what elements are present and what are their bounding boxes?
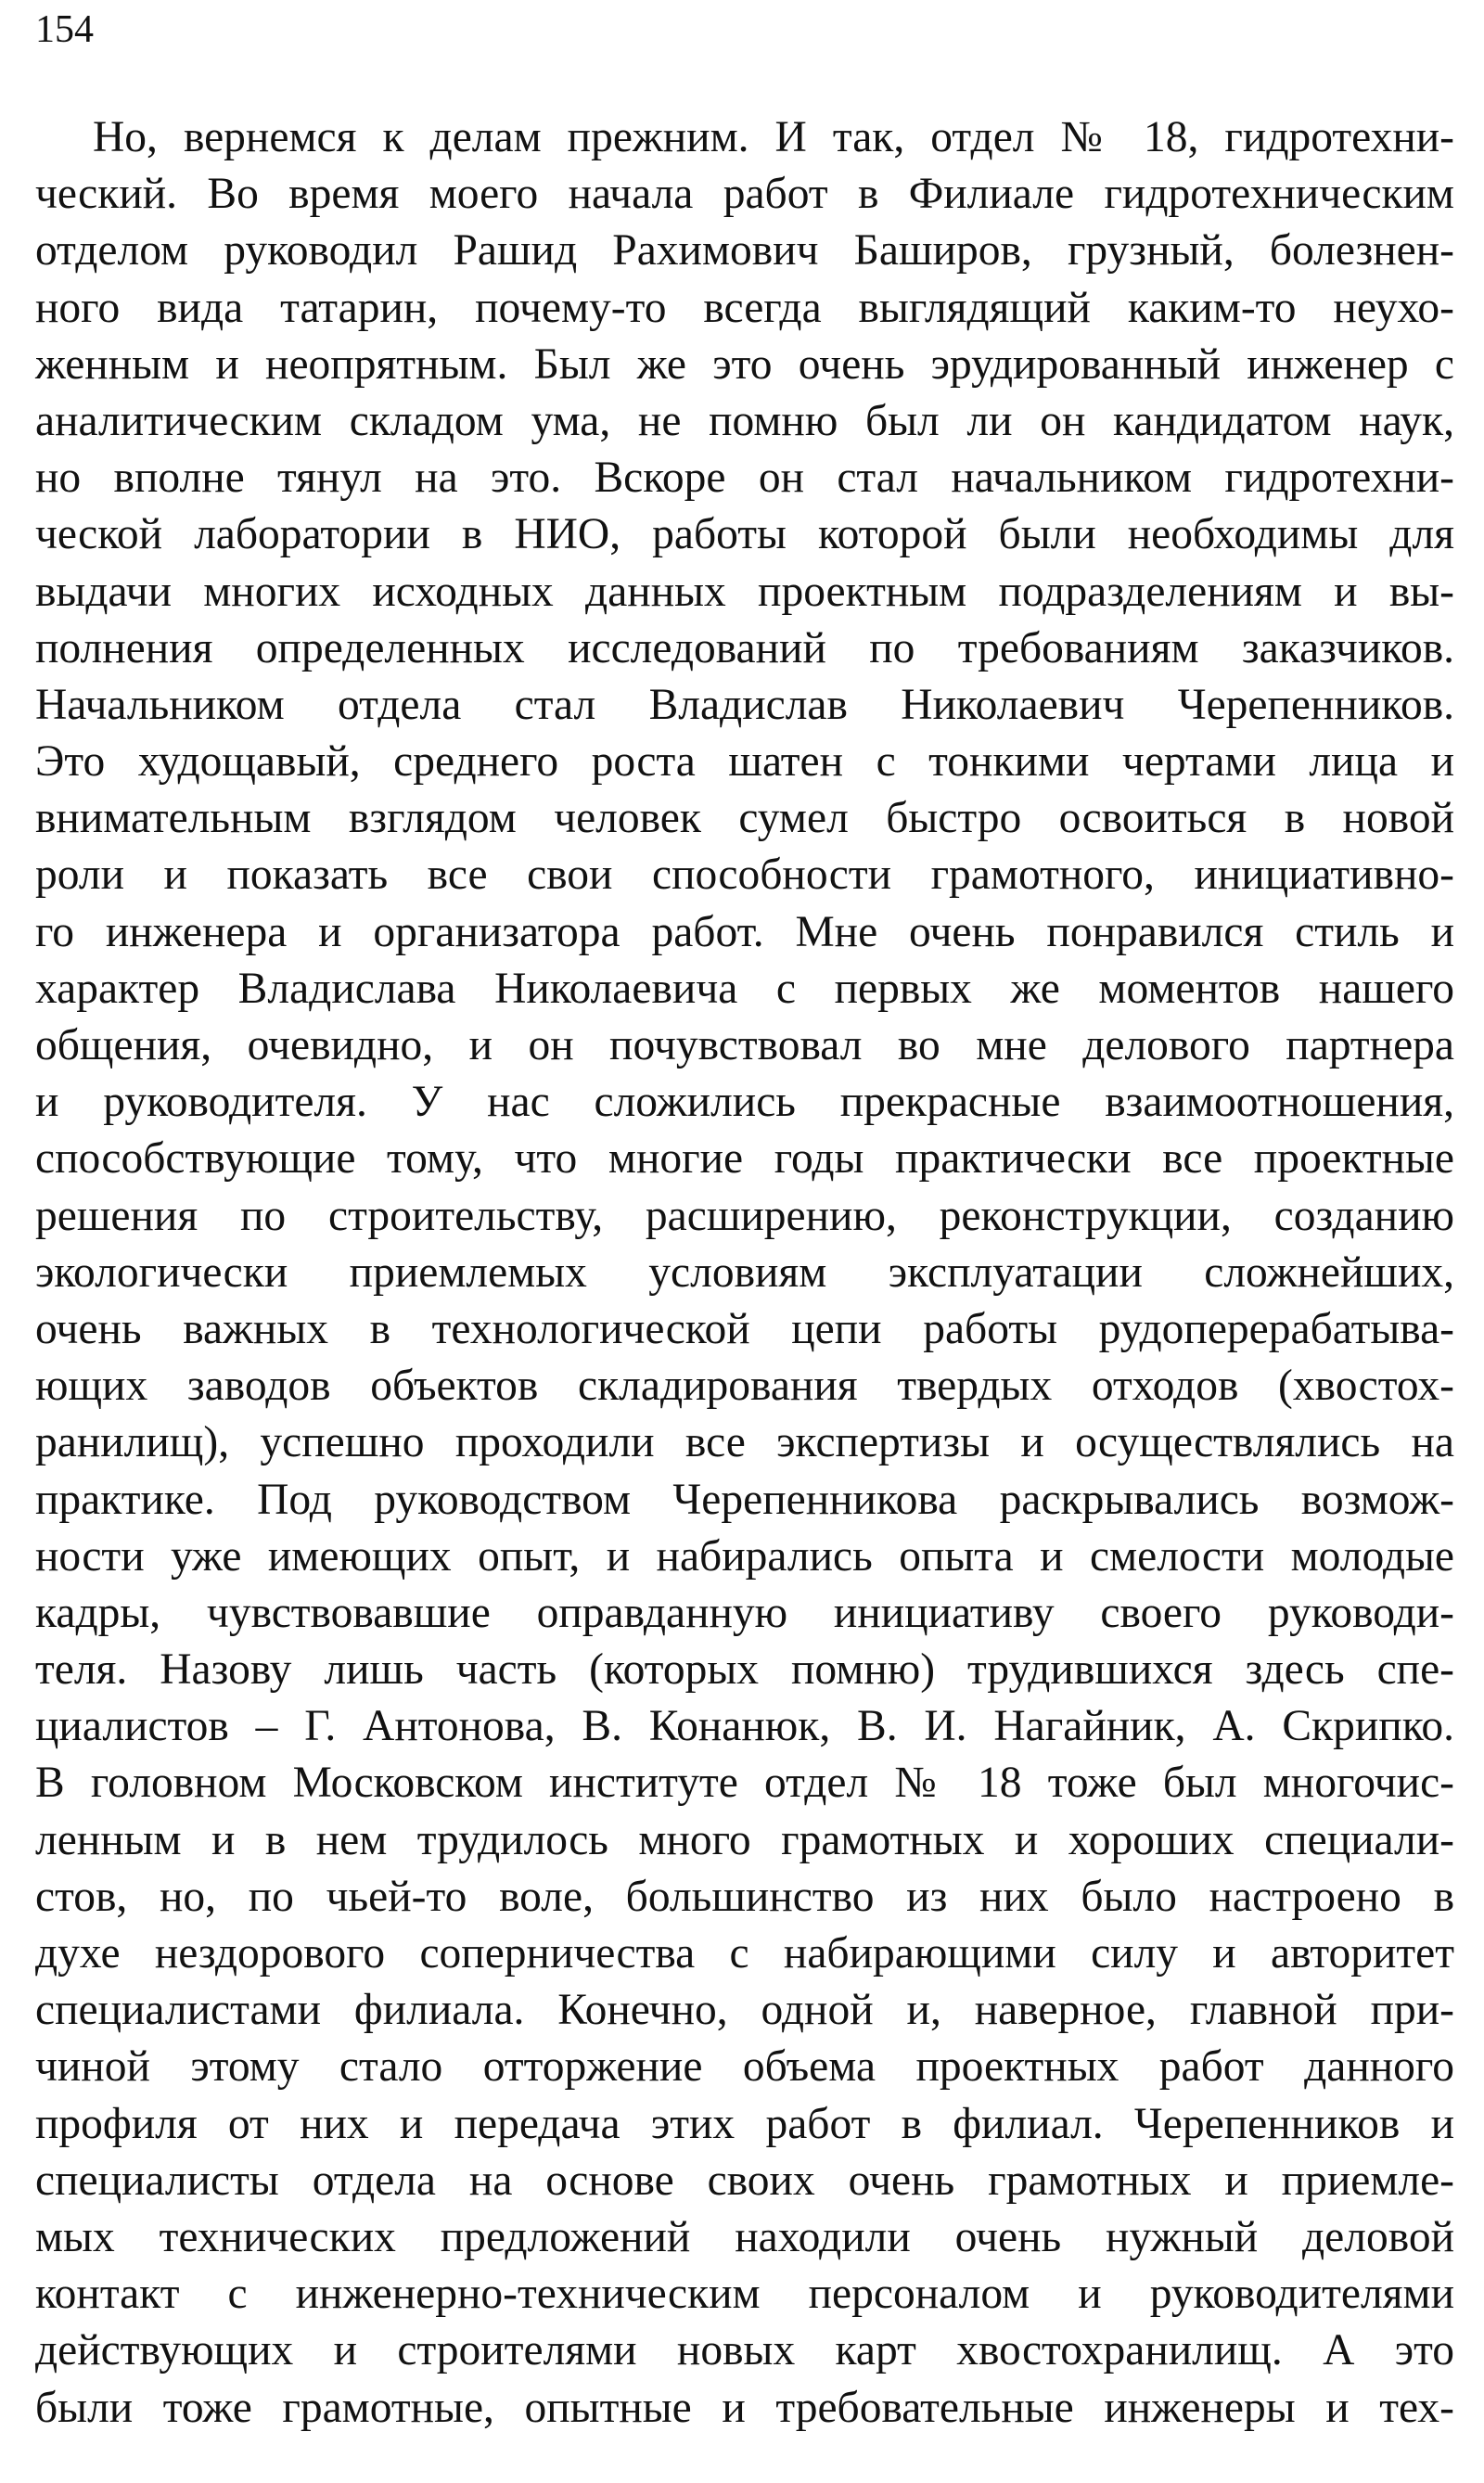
text-line: способствующие тому, что многие годы практически все проектные — [35, 1134, 1454, 1184]
text-line: были тоже грамотные, опытные и требовательные инженеры и тех- — [35, 2383, 1454, 2432]
text-line: роли и показать все свои способности грамотного, инициативно- — [35, 851, 1454, 900]
text-line: экологически приемлемых условиям эксплуатации сложнейших, — [35, 1248, 1454, 1297]
text-line: теля. Назову лишь часть (которых помню) трудившихся здесь спе- — [35, 1645, 1454, 1695]
text-line: женным и неопрятным. Был же это очень эрудированный инженер с — [35, 339, 1454, 389]
text-line: В головном Московском институте отдел № 18 тоже был многочис- — [35, 1759, 1454, 1808]
text-line: ленным и в нем трудилось много грамотных и хороших специали- — [35, 1815, 1454, 1864]
text-line: кадры, чувствовавшие оправданную инициативу своего руководи- — [35, 1588, 1454, 1637]
text-line: практике. Под руководством Черепенникова раскрывались возмож- — [35, 1475, 1454, 1524]
text-line: ческой лаборатории в НИО, работы которой были необходимы для — [35, 510, 1454, 559]
text-line: стов, но, по чьей-то воле, большинство из них было настроено в — [35, 1872, 1454, 1921]
text-line: действующих и строителями новых карт хвостохранилищ. А это — [35, 2326, 1454, 2375]
body-paragraph — [35, 109, 1454, 2437]
text-line: циалистов – Г. Антонова, В. Конанюк, В. И. Нагайник, А. Скрипко. — [35, 1702, 1454, 1751]
text-line: отделом руководил Рашид Рахимович Баширов, грузный, болезнен- — [35, 226, 1454, 275]
text-line: духе нездорового соперничества с набирающими силу и авторитет — [35, 1929, 1454, 1977]
text-line: го инженера и организатора работ. Мне очень понравился стиль и — [35, 907, 1454, 956]
text-line: очень важных в технологической цепи работы рудоперерабатыва- — [35, 1304, 1454, 1353]
text-line: аналитическим складом ума, не помню был ли он кандидатом наук, — [35, 396, 1454, 445]
text-line: и руководителя. У нас сложились прекрасные взаимоотношения, — [35, 1078, 1454, 1127]
text-line: решения по строительству, расширению, реконструкции, созданию — [35, 1191, 1454, 1240]
text-line: ного вида татарин, почему-то всегда выглядящий каким-то неухо- — [35, 283, 1454, 332]
text-line: специалисты отдела на основе своих очень грамотных и приемле- — [35, 2156, 1454, 2205]
text-line: специалистами филиала. Конечно, одной и, наверное, главной при- — [35, 1986, 1454, 2035]
text-line: общения, очевидно, и он почувствовал во мне делового партнера — [35, 1021, 1454, 1069]
text-line: Это худощавый, среднего роста шатен с тонкими чертами лица и — [35, 737, 1454, 787]
text-line: Но, вернемся к делам прежним. И так, отдел № 18, гидротехни- — [93, 113, 1454, 161]
text-line: ющих заводов объектов складирования твердых отходов (хвостох- — [35, 1362, 1454, 1411]
text-line: но вполне тянул на это. Вскоре он стал начальником гидротехни- — [35, 454, 1454, 503]
text-line: ческий. Во время моего начала работ в Филиале гидротехническим — [35, 170, 1454, 219]
text-line: чиной этому стало отторжение объема проектных работ данного — [35, 2042, 1454, 2092]
text-line: ранилищ), успешно проходили все экспертизы и осуществлялись на — [35, 1418, 1454, 1467]
text-line: мых технических предложений находили очень нужный деловой — [35, 2212, 1454, 2261]
page-number: 154 — [35, 8, 94, 51]
text-line: ности уже имеющих опыт, и набирались опыта и смелости молодые — [35, 1531, 1454, 1581]
text-line: контакт с инженерно-техническим персоналом и руководителями — [35, 2270, 1454, 2319]
text-line: полнения определенных исследований по требованиям заказчиков. — [35, 623, 1454, 672]
text-line: выдачи многих исходных данных проектным подразделениям и вы- — [35, 567, 1454, 616]
text-line: внимательным взглядом человек сумел быстро освоиться в новой — [35, 794, 1454, 843]
text-line: Начальником отдела стал Владислав Николаевич Черепенников. — [35, 680, 1454, 729]
text-line: профиля от них и передача этих работ в филиал. Черепенников и — [35, 2099, 1454, 2148]
text-line: характер Владислава Николаевича с первых же моментов нашего — [35, 964, 1454, 1013]
